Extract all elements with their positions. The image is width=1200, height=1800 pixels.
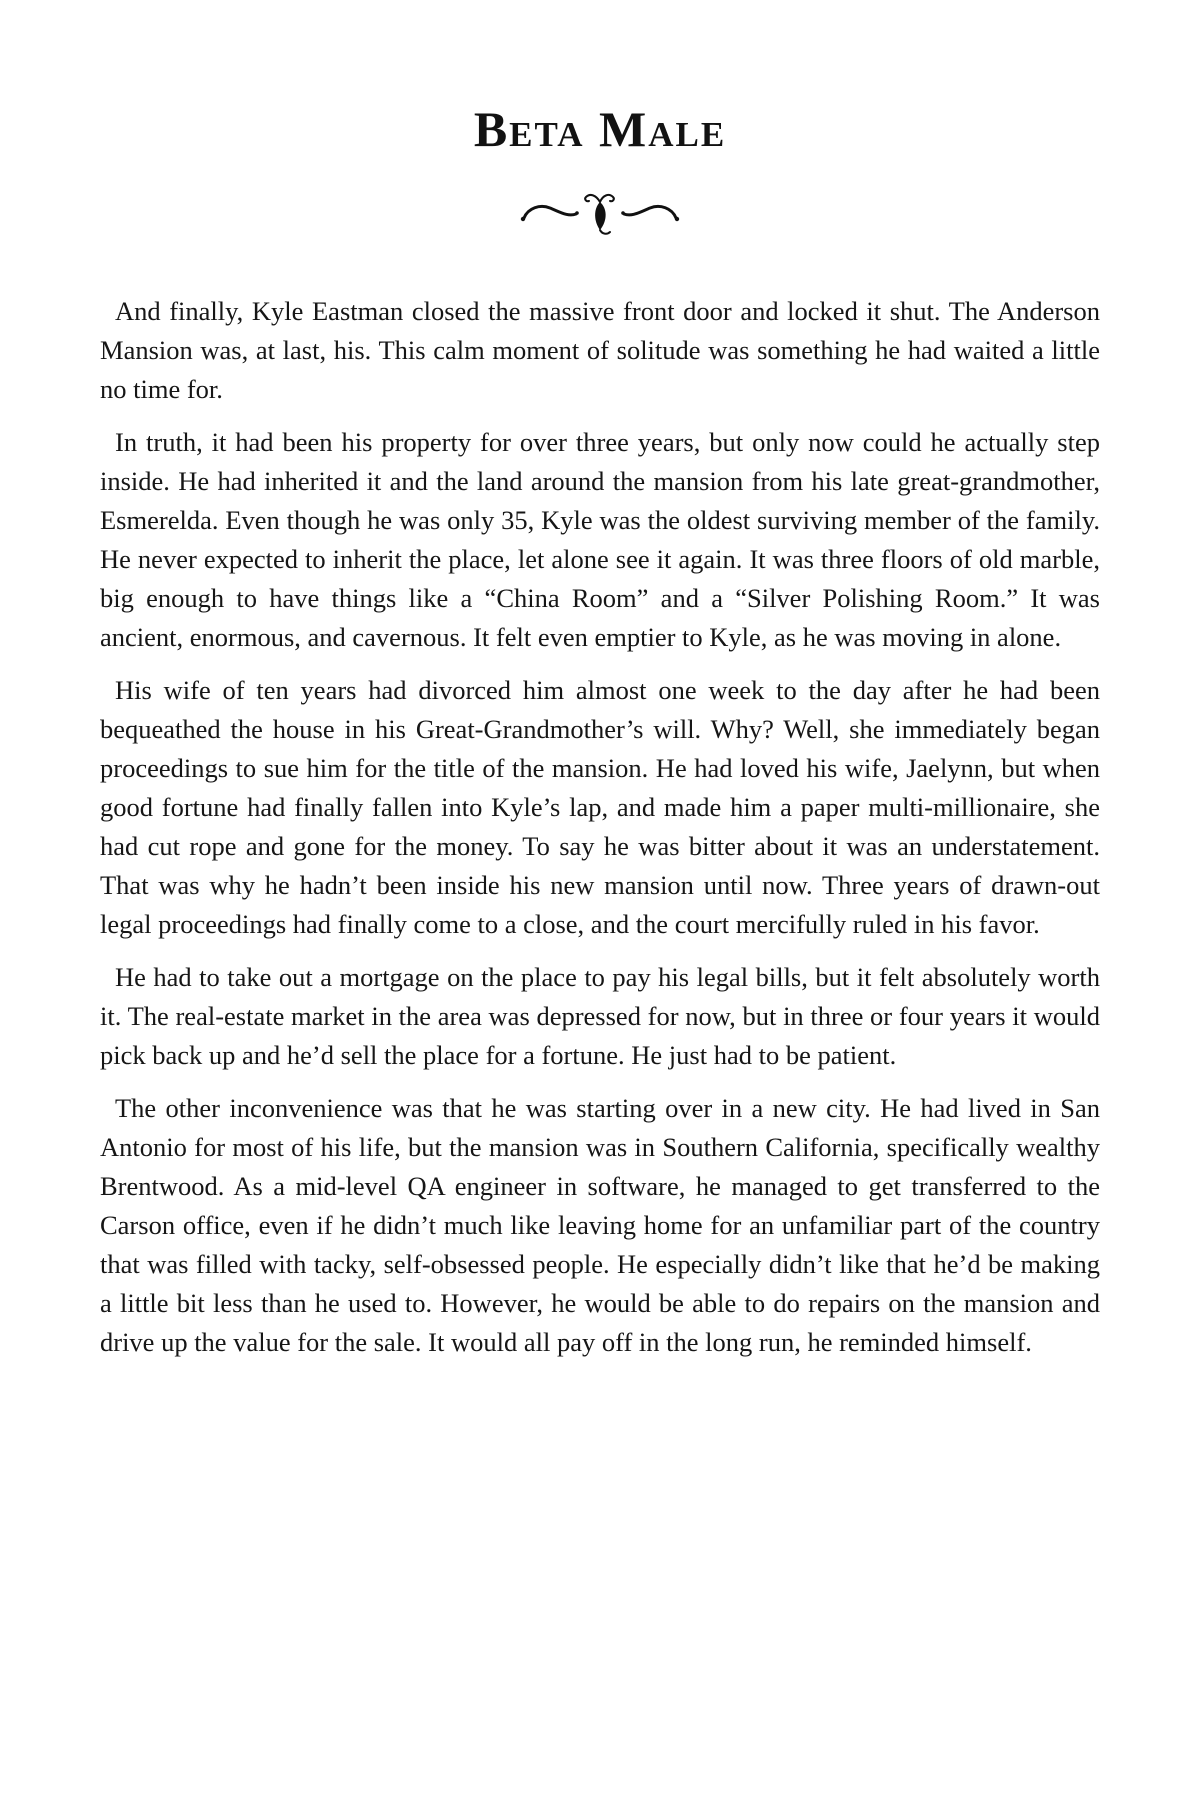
paragraph: In truth, it had been his property for over three years, but only now could he actually step inside. He had inherited it and the land around the mansion from his late great-grandmother, Esmerelda. Even though he was only 35, Kyle was the oldest surviving member of the family. He never expected to inherit the place, let alone see it again. It was three floors of old marble, big enough to have things like a “China Room” and a “Silver Polishing Room.” It was ancient, enormous, and cavernous. It felt even emptier to Kyle, as he was moving in alone. bbox=[100, 427, 1100, 652]
paragraph: He had to take out a mortgage on the place to pay his legal bills, but it felt absolutely worth it. The real-estate market in the area was depressed for now, but in three or four years it would pick back up and he’d sell the place for a fortune. He just had to be patient. bbox=[100, 962, 1100, 1070]
fleuron-swash-ornament-icon bbox=[510, 190, 690, 236]
chapter-body bbox=[100, 292, 1100, 1362]
section-divider bbox=[100, 190, 1100, 236]
chapter-title: Beta Male bbox=[473, 101, 727, 157]
paragraph: The other inconvenience was that he was starting over in a new city. He had lived in San Antonio for most of his life, but the mansion was in Southern California, specifically wealthy Brentwood. As a mid-level QA engineer in software, he managed to get transferred to the Carson office, even if he didn’t much like leaving home for an unfamiliar part of the country that was filled with tacky, self-obsessed people. He especially didn’t like that he’d be making a little bit less than he used to. However, he would be able to do repairs on the mansion and drive up the value for the sale. It would all pay off in the long run, he reminded himself. bbox=[100, 1093, 1100, 1357]
paragraph: And finally, Kyle Eastman closed the massive front door and locked it shut. The Anderson Mansion was, at last, his. This calm moment of solitude was something he had waited a little no time for. bbox=[100, 296, 1100, 404]
paragraph: His wife of ten years had divorced him almost one week to the day after he had been bequeathed the house in his Great-Grandmother’s will. Why? Well, she immediately began proceedings to sue him for the title of the mansion. He had loved his wife, Jaelynn, but when good fortune had finally fallen into Kyle’s lap, and made him a paper multi-millionaire, she had cut rope and gone for the money. To say he was bitter about it was an understatement. That was why he hadn’t been inside his new mansion until now. Three years of drawn-out legal proceedings had finally come to a close, and the court mercifully ruled in his favor. bbox=[100, 675, 1100, 939]
